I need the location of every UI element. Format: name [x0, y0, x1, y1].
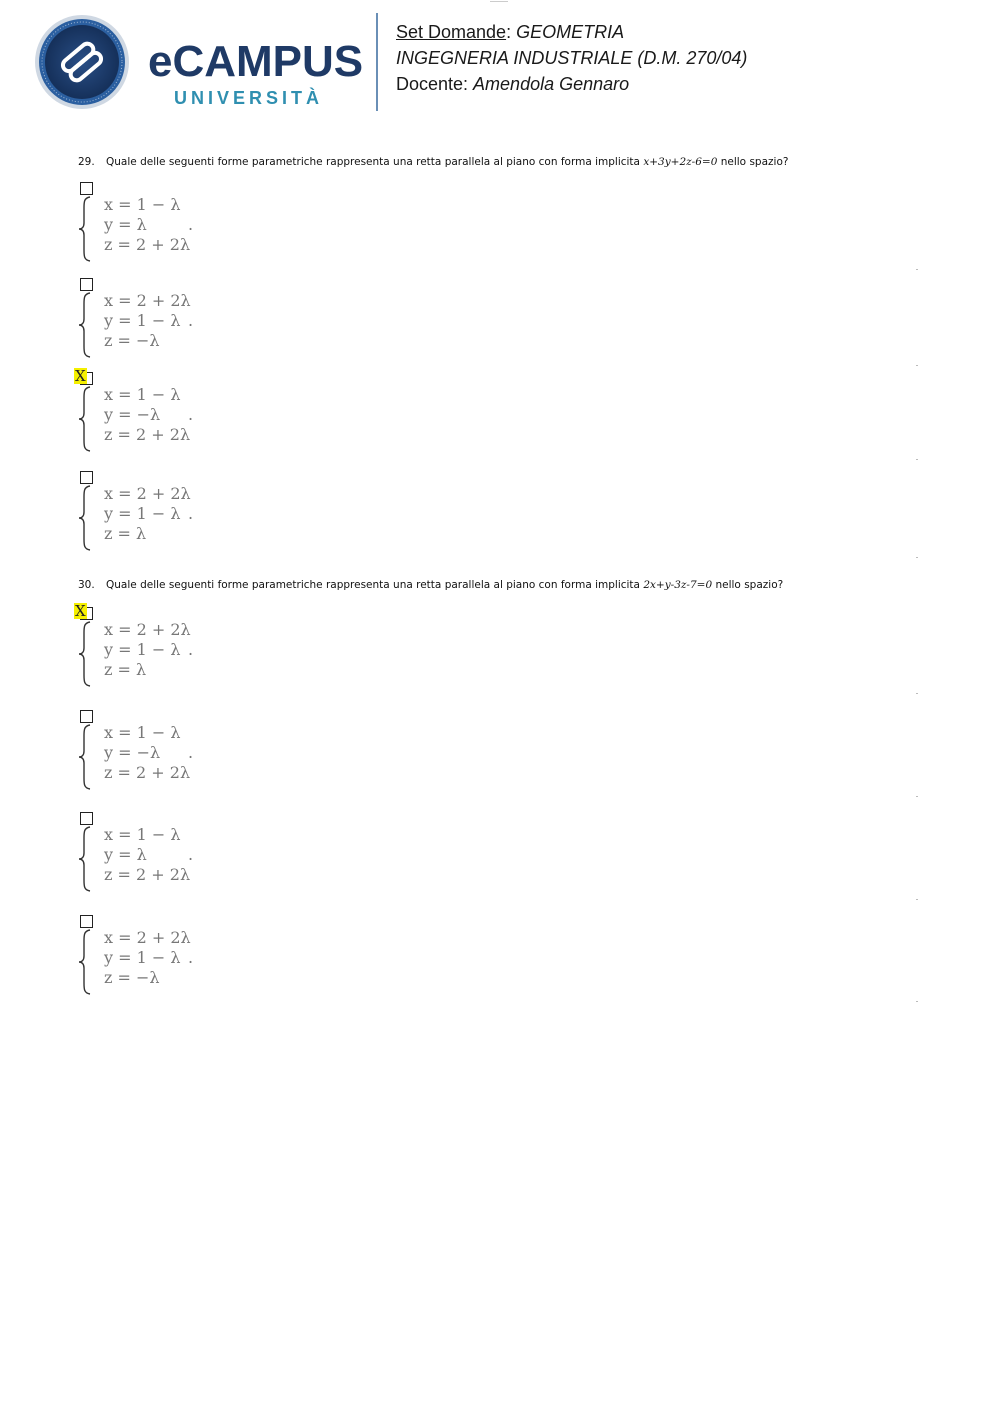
- margin-tick: [916, 269, 918, 270]
- answer-checkbox[interactable]: [80, 471, 93, 484]
- period: .: [188, 405, 194, 424]
- set-line: [396, 22, 624, 43]
- left-brace-icon: [78, 621, 92, 687]
- answer-checkbox[interactable]: [80, 812, 93, 825]
- equation-x: x = 1 − λ: [104, 385, 181, 404]
- parametric-system: [78, 929, 238, 995]
- equation-x: x = 2 + 2λ: [104, 620, 191, 639]
- equation-y: y = 1 − λ: [104, 640, 181, 659]
- equation-y: y = 1 − λ: [104, 504, 181, 523]
- equation-y: y = −λ: [104, 743, 161, 762]
- question-text-end: nello spazio?: [717, 156, 789, 168]
- question-29: [78, 156, 788, 168]
- period: .: [188, 311, 194, 330]
- answer-checkbox[interactable]: [80, 182, 93, 195]
- left-brace-icon: [78, 826, 92, 892]
- course-line: INGEGNERIA INDUSTRIALE (D.M. 270/04): [396, 48, 748, 68]
- margin-tick: [916, 557, 918, 558]
- equation-y: y = 1 − λ: [104, 311, 181, 330]
- left-brace-icon: [78, 292, 92, 358]
- margin-tick: [916, 1001, 918, 1002]
- question-text: Quale delle seguenti forme parametriche rappresenta una retta parallela al piano con forma implicita: [106, 579, 644, 591]
- margin-tick: [916, 459, 918, 460]
- option[interactable]: [74, 278, 224, 364]
- question-text-end: nello spazio?: [712, 579, 784, 591]
- logo-subtext: UNIVERSITÀ: [174, 88, 324, 108]
- option[interactable]: [74, 367, 224, 458]
- answer-checkbox[interactable]: [80, 710, 93, 723]
- equation-y: y = −λ: [104, 405, 161, 424]
- left-brace-icon: [78, 485, 92, 551]
- set-value: GEOMETRIA: [516, 22, 625, 42]
- equation-x: x = 1 − λ: [104, 825, 181, 844]
- parametric-system: [78, 292, 238, 358]
- question-number: 30.: [78, 579, 95, 591]
- answer-checkbox[interactable]: [80, 915, 93, 928]
- option[interactable]: [74, 182, 224, 268]
- equation-z: z = λ: [104, 660, 147, 679]
- equation-y: y = 1 − λ: [104, 948, 181, 967]
- ecampus-logo: [34, 14, 364, 114]
- parametric-system: [78, 386, 238, 452]
- equation-z: z = 2 + 2λ: [104, 235, 191, 254]
- parametric-system: [78, 826, 238, 892]
- left-brace-icon: [78, 724, 92, 790]
- selected-answer-mark: X: [75, 602, 86, 620]
- period: .: [188, 948, 194, 967]
- top-mark: [490, 1, 508, 2]
- equation-x: x = 2 + 2λ: [104, 291, 191, 310]
- option[interactable]: [74, 812, 224, 898]
- header-divider: [376, 13, 378, 111]
- period: .: [188, 504, 194, 523]
- equation-z: z = 2 + 2λ: [104, 865, 191, 884]
- period: .: [188, 743, 194, 762]
- equation-z: z = λ: [104, 524, 147, 543]
- equation-y: y = λ: [104, 215, 147, 234]
- equation-x: x = 2 + 2λ: [104, 928, 191, 947]
- margin-tick: [916, 365, 918, 366]
- question-equation: x+3y+2z-6=0: [643, 156, 718, 168]
- left-brace-icon: [78, 196, 92, 262]
- equation-y: y = λ: [104, 845, 147, 864]
- teacher-label: Docente:: [396, 74, 474, 94]
- teacher-line: [396, 74, 629, 95]
- equation-z: z = 2 + 2λ: [104, 425, 191, 444]
- equation-z: z = −λ: [104, 968, 160, 987]
- equation-x: x = 1 − λ: [104, 195, 181, 214]
- left-brace-icon: [78, 929, 92, 995]
- equation-z: z = 2 + 2λ: [104, 763, 191, 782]
- selected-answer-mark: X: [75, 367, 86, 385]
- question-text: Quale delle seguenti forme parametriche rappresenta una retta parallela al piano con forma implicita: [106, 156, 644, 168]
- question-equation: 2x+y-3z-7=0: [643, 579, 713, 591]
- parametric-system: [78, 485, 238, 551]
- answer-checkbox[interactable]: [80, 278, 93, 291]
- parametric-system: [78, 196, 238, 262]
- parametric-system: [78, 724, 238, 790]
- set-colon: :: [506, 22, 517, 42]
- period: .: [188, 640, 194, 659]
- left-brace-icon: [78, 386, 92, 452]
- parametric-system: [78, 621, 238, 687]
- question-30: [78, 579, 783, 591]
- margin-tick: [916, 796, 918, 797]
- period: .: [188, 845, 194, 864]
- margin-tick: [916, 693, 918, 694]
- option[interactable]: [74, 471, 224, 557]
- option[interactable]: [74, 602, 224, 693]
- option[interactable]: [74, 710, 224, 796]
- logo-wordmark: eCAMPUS: [148, 37, 364, 86]
- set-label: Set Domande: [396, 22, 507, 42]
- equation-x: x = 2 + 2λ: [104, 484, 191, 503]
- option[interactable]: [74, 915, 224, 1001]
- equation-z: z = −λ: [104, 331, 160, 350]
- margin-tick: [916, 899, 918, 900]
- question-number: 29.: [78, 156, 95, 168]
- equation-x: x = 1 − λ: [104, 723, 181, 742]
- period: .: [188, 215, 194, 234]
- teacher-value: Amendola Gennaro: [473, 74, 630, 94]
